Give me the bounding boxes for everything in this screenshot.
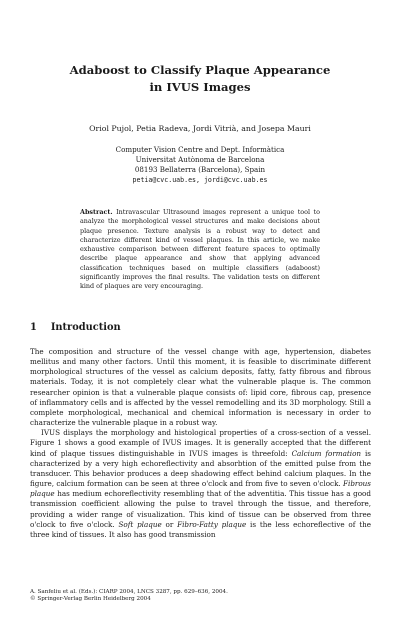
author-list: Oriol Pujol, Petia Radeva, Jordi Vitrià, and Josepa Mauri: [89, 124, 311, 133]
affiliation-block: [30, 145, 370, 185]
section-heading: [30, 322, 135, 333]
title-line-1: Adaboost to Classify Plaque Appearance: [69, 63, 331, 77]
section-number: 1: [30, 322, 37, 333]
page-footer: [30, 589, 228, 603]
footer-citation: A. Sanfeliu et al. (Eds.): CIARP 2004, LNCS 3287, pp. 629–636, 2004.: [30, 589, 228, 595]
abstract: [80, 208, 320, 292]
paragraph-1: The composition and structure of the vessel change with age, hypertension, diabetes mellitus and many other factors. Until this moment, it is feasible to discriminate different morphological structures of the vessel as calcium deposits, fatty, fatty fibrous and fibrous materials. Today, it is not completely clear what the vulnerable plaque is. The common researcher opinion is that a vulnerable plaque consists of: lipid core, fibrous cap, presence of inflammatory cells and is affected by the vessel remodelling and its 3D morphology. Still a complete morphological, mechanical and chemical information is necessary in order to characterize the vulnerable plaque in a robust way.: [30, 347, 371, 428]
paragraph-2-or: or: [161, 519, 178, 529]
abstract-text: Intravascular Ultrasound images represent a unique tool to analyze the morphological vessel structures and make decisions about plaque presence. Texture analysis is a robust way to detect and characterize different kind of vessel plaques. In this article, we make exhaustive comparison between different feature spaces to optimally describe plaque appearance and show that applying advanced classification techniques based on multiple classifiers (adaboost) significantly improves the final results. The validation tests on different kind of plaques are very encouraging.: [80, 208, 320, 291]
soft-plaque-term: Soft plaque: [118, 519, 162, 529]
footer-copyright: © Springer-Verlag Berlin Heidelberg 2004: [30, 596, 151, 603]
paragraph-2-text-1: IVUS displays the morphology and histological properties of a cross-section of a vessel. Figure 1 shows a good example of IVUS images. It is generally accepted that the different kind of plaque tissues distinguishable in IVUS images is threefold:: [30, 428, 371, 458]
author-emails: petia@cvc.uab.es, jordi@cvc.uab.es: [132, 176, 268, 184]
title-line-2: in IVUS Images: [149, 80, 251, 94]
paragraph-2: [30, 428, 371, 540]
paragraph-2-text-2: is characterized by a very high echoreflectivity and absorbtion of the emitted pulse from the transducer. This behavior produces a deep shadowing effect behind calcium plaques. In the figure, calcium formation can be seen at three o'clock and from five to seven o'clock.: [30, 448, 371, 489]
introduction-body: [30, 347, 371, 540]
fibro-fatty-plaque-term: Fibro-Fatty plaque: [177, 519, 247, 529]
paper-title: [40, 62, 360, 96]
affiliation-line-1: Computer Vision Centre and Dept. Informàtica: [115, 145, 285, 154]
paragraph-2-text-3: has medium echoreflectivity resembling that of the adventitia. This tissue has a good transmission coefficient allowing the pulse to travel through the tissue, and therefore, providing a wider range of visualization. This kind of tissue can be observed from three o'clock to five o'clock.: [30, 489, 371, 529]
abstract-label: Abstract.: [80, 208, 113, 216]
calcium-formation-term: Calcium formation: [291, 448, 362, 458]
section-title: Introduction: [50, 322, 121, 333]
paragraph-2-text-4: is the less echoreflective of the three kind of tissues. It also has good transmission: [30, 519, 371, 539]
fibrous-plaque-term: Fibrous plaque: [30, 479, 371, 499]
affiliation-line-3: 08193 Bellaterra (Barcelona), Spain: [134, 165, 266, 174]
affiliation-line-2: Universitat Autònoma de Barcelona: [135, 155, 265, 164]
